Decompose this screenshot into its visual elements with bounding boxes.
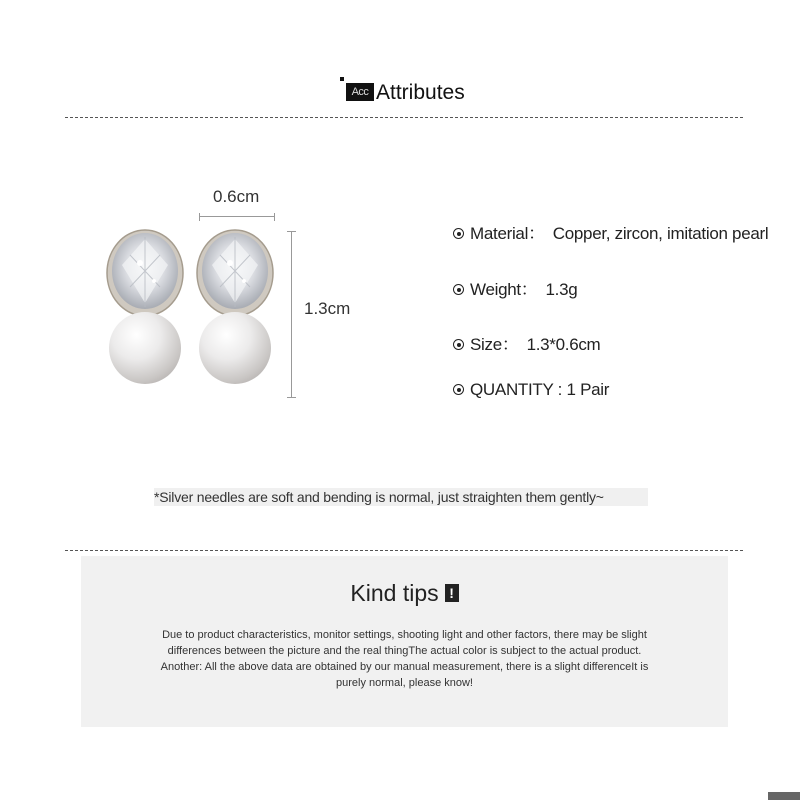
bullet-icon bbox=[453, 339, 464, 350]
bullet-icon bbox=[453, 384, 464, 395]
bullet-icon bbox=[453, 228, 464, 239]
header-badge: Acc bbox=[346, 83, 374, 101]
kind-tips-title bbox=[81, 580, 728, 607]
kind-tips-title-text: Kind tips bbox=[350, 580, 439, 606]
attr-label: Weight： bbox=[470, 280, 538, 299]
attr-label: Size： bbox=[470, 335, 519, 354]
bullet-icon bbox=[453, 284, 464, 295]
attr-value: 1.3*0.6cm bbox=[526, 335, 601, 354]
attr-size bbox=[453, 330, 600, 355]
attr-quantity bbox=[453, 380, 609, 400]
attr-label: QUANTITY : 1 Pair bbox=[470, 380, 610, 399]
tips-line: differences between the picture and the real thingThe actual color is subject to the actual product. bbox=[167, 645, 642, 657]
divider-top bbox=[65, 117, 743, 118]
height-dimension-line bbox=[291, 231, 292, 398]
height-label: 1.3cm bbox=[304, 299, 351, 318]
exclamation-icon: ! bbox=[445, 584, 459, 602]
width-dimension-line bbox=[199, 216, 275, 217]
product-image bbox=[100, 225, 290, 405]
care-note: *Silver needles are soft and bending is normal, just straighten them gently~ bbox=[154, 488, 648, 506]
attr-value: Copper, zircon, imitation pearl bbox=[552, 224, 769, 243]
earring-right bbox=[197, 230, 273, 384]
section-title: Attributes bbox=[376, 81, 465, 104]
kind-tips-body bbox=[121, 627, 688, 691]
tips-line: purely normal, please know! bbox=[336, 677, 473, 689]
tips-line: Due to product characteristics, monitor settings, shooting light and other factors, there may be slight bbox=[162, 629, 647, 641]
attr-weight bbox=[453, 275, 577, 300]
width-label: 0.6cm bbox=[213, 187, 260, 206]
kind-tips-box bbox=[81, 556, 728, 727]
attr-label: Material： bbox=[470, 224, 545, 243]
attr-value: 1.3g bbox=[545, 280, 578, 299]
earring-left bbox=[107, 230, 183, 384]
tips-line: Another: All the above data are obtained by our manual measurement, there is a slight differenceIt is bbox=[160, 661, 649, 673]
corner-bar bbox=[768, 792, 800, 800]
attr-material bbox=[453, 219, 768, 244]
divider-bottom bbox=[65, 550, 743, 551]
header-dot bbox=[340, 77, 344, 81]
